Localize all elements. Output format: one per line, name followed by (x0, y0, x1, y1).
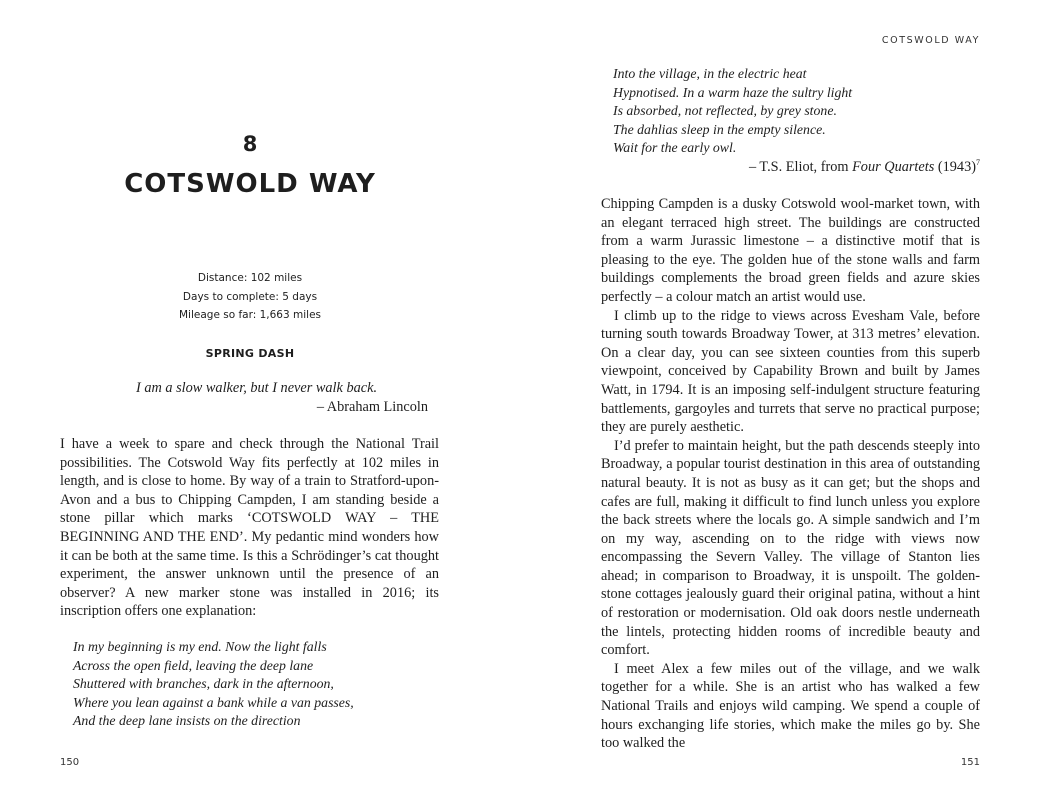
poem-line: Shuttered with branches, dark in the afternoon, (73, 676, 334, 692)
chapter-title: COTSWOLD WAY (124, 169, 376, 199)
paragraph: I have a week to spare and check through the National Trail possibilities. The Cotswold Way fits perfectly at 102 miles in length, and is close to home. By way of a train to Stratford-upon-Avon and a bus to Chipping Campden, I am standing beside a stone pillar which marks ‘COTSWOLD WAY – THE BEGINNING AND THE END’. My pedantic mind wonders how it can be both at the same time. Is this a Schrödinger’s cat thought experiment, the answer unknown until the presence of an observer? A new marker stone was installed in 2016; its inscription offers one explanation: (60, 436, 439, 620)
attribution-work: Four Quartets (852, 159, 935, 175)
poem-line: In my beginning is my end. Now the light falls (73, 639, 327, 654)
poem-line: Wait for the early owl. (613, 140, 737, 156)
paragraph: I’d prefer to maintain height, but the path descends steeply into Broadway, a popular tourist destination in this area of outstanding natural beauty. It is not as busy as it can get; but the shops and cafes are full, making it difficult to find lunch unless you explore the back streets where the locals go. A simple sandwich and I’m on my way, ascending on to the ridge with views now encompassing the Severn Valley. The village of Stanton lies ahead; in comparison to Broadway, it is unspoilt. The golden-stone cottages jealously guard their original patina, without a hint of restoration or modernisation. Old oak doors nestle underneath the lintels, protecting hidden rooms of incredible beauty and comfort. (601, 437, 980, 659)
epigraph-quote: I am a slow walker, but I never walk back. (136, 380, 378, 396)
stat-days: Days to complete: 5 days (182, 290, 318, 303)
stat-mileage: Mileage so far: 1,663 miles (178, 309, 321, 321)
poem-excerpt-left (73, 638, 354, 731)
paragraph: I climb up to the ridge to views across Evesham Vale, before turning south towards Broadway Tower, at 313 metres’ elevation. On a clear day, you can see sixteen counties from this superb viewpoint, conceived by Capability Brown and built by James Watt, in 1794. It is an imposing self-indulgent structure featuring battlements, gargoyles and turrets that serve no practical purpose; they are purely aesthetic. (601, 307, 980, 436)
attribution-year: (1943) (934, 159, 976, 175)
poem-line: Across the open field, leaving the deep lane (73, 657, 314, 673)
right-body-text (601, 195, 980, 753)
poem-line: Into the village, in the electric heat (613, 66, 807, 81)
page-number-right: 151 (960, 757, 980, 768)
footnote-marker: 7 (976, 158, 980, 168)
poem-attribution (613, 158, 980, 177)
epigraph-author: – Abraham Lincoln (316, 399, 428, 415)
paragraph: Chipping Campden is a dusky Cotswold wool-market town, with an elegant terraced high street. The buildings are constructed from a warm Jurassic limestone – a distinctive motif that is pleasing to the eye. The golden hue of the stone walls and farm buildings complements the broad green fields and azure skies perfectly – a colour match an artist would use. (601, 196, 980, 305)
poem-line: Is absorbed, not reflected, by grey stone. (613, 103, 837, 119)
poem-line: And the deep lane insists on the direction (73, 713, 301, 729)
running-head: COTSWOLD WAY (881, 35, 980, 46)
page-number-left: 150 (60, 757, 80, 768)
poem-line: The dahlias sleep in the empty silence. (613, 121, 826, 137)
left-body-text (60, 435, 439, 621)
poem-excerpt-right (613, 65, 852, 158)
poem-line: Where you lean against a bank while a van passes, (73, 694, 354, 710)
section-heading: SPRING DASH (205, 347, 295, 360)
poem-line: Hypnotised. In a warm haze the sultry light (613, 84, 853, 100)
stat-distance: Distance: 102 miles (197, 272, 303, 284)
epigraph (136, 379, 428, 417)
paragraph: I meet Alex a few miles out of the village, and we walk together for a while. She is an artist who has walked a few National Trails and enjoys wild camping. We spend a couple of hours exchanging life stories, which make the miles go by. She too walked the (601, 660, 980, 752)
attribution-prefix: – T.S. Eliot, from (748, 159, 853, 175)
chapter-number: 8 (242, 132, 258, 156)
chapter-stats (60, 269, 440, 325)
